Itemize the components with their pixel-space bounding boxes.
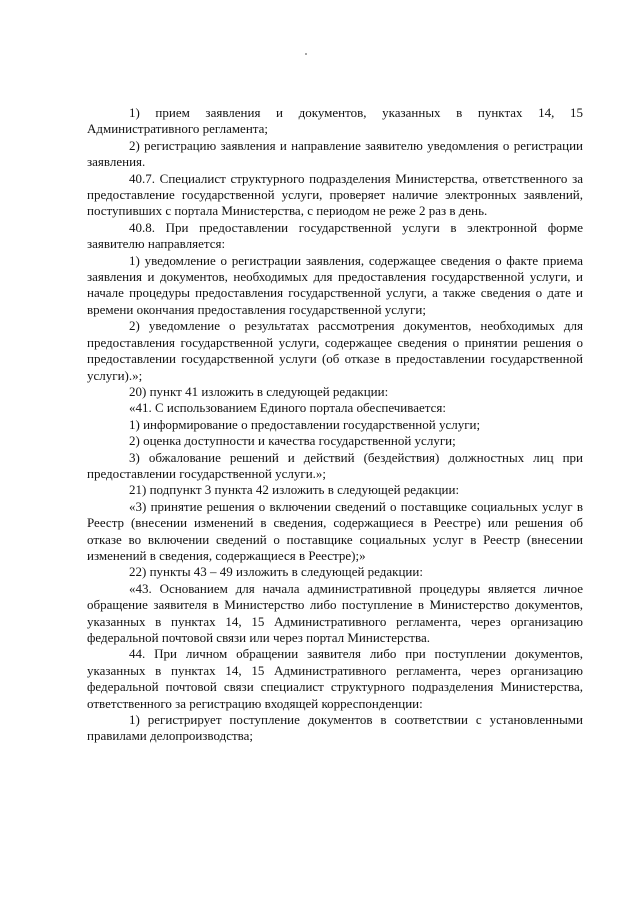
paragraph-11: 3) обжалование решений и действий (бездействия) должностных лиц при предоставлении государственной услуги.»; — [87, 449, 583, 481]
paragraph-12: 21) подпункт 3 пункта 42 изложить в следующей редакции: — [129, 482, 460, 498]
paragraph-2: 2) регистрацию заявления и направление заявителю уведомления о регистрации заявления. — [87, 137, 583, 170]
paragraph-7: 20) пункт 41 изложить в следующей редакции: — [129, 383, 389, 399]
paragraph-13: «3) принятие решения о включении сведений о поставщике социальных услуг в Реестр (внесении изменений в сведения, содержащиеся в Реестре) или решения об отказе во включении сведений о поставщике социальных услуг в Реестр (внесении изменений в сведения, содержащиеся в Реестре);» — [87, 498, 583, 563]
paragraph-4: 40.8. При предоставлении государственной услуги в электронной форме заявителю направляется: — [87, 219, 583, 252]
scan-speck — [305, 53, 307, 55]
paragraph-9: 1) информирование о предоставлении государственной услуги; — [129, 416, 481, 432]
paragraph-3: 40.7. Специалист структурного подразделения Министерства, ответственного за предоставление государственной услуги, проверяет наличие электронных заявлений, поступивших с портала Министерства, с периодом не реже 2 раз в день. — [87, 170, 583, 219]
paragraph-5: 1) уведомление о регистрации заявления, содержащее сведения о факте приема заявления и документов, необходимых для предоставления государственной услуги, и начале процедуры предоставления государственной услуги, а также сведения о дате и времени окончания предоставления государственной услуги; — [87, 252, 583, 317]
paragraph-14: 22) пункты 43 – 49 изложить в следующей редакции: — [129, 564, 423, 580]
paragraph-10: 2) оценка доступности и качества государственной услуги; — [129, 433, 456, 449]
paragraph-16: 44. При личном обращении заявителя либо при поступлении документов, указанных в пунктах 14, 15 Административного регламента, через организацию федеральной почтовой связи специалист структурного подразделения Министерства, ответственного за регистрацию входящей корреспонденции: — [87, 646, 583, 711]
paragraph-8: «41. С использованием Единого портала обеспечивается: — [129, 400, 446, 416]
paragraph-6: 2) уведомление о результатах рассмотрения документов, необходимых для предоставления государственной услуги, содержащее сведения о принятии решения о предоставлении государственной услуги (об отказе в предоставлении государственной услуги).»; — [87, 318, 583, 383]
document-body — [87, 105, 583, 745]
paragraph-17: 1) регистрирует поступление документов в соответствии с установленными правилами делопроизводства; — [87, 712, 583, 744]
paragraph-1: 1) прием заявления и документов, указанных в пунктах 14, 15 Административного регламента; — [87, 105, 583, 137]
paragraph-15: «43. Основанием для начала административной процедуры является личное обращение заявителя в Министерство либо поступление в Министерство документов, указанных в пунктах 14, 15 Административного регламента, через организацию федеральной почтовой связи или через портал Министерства. — [87, 580, 583, 645]
